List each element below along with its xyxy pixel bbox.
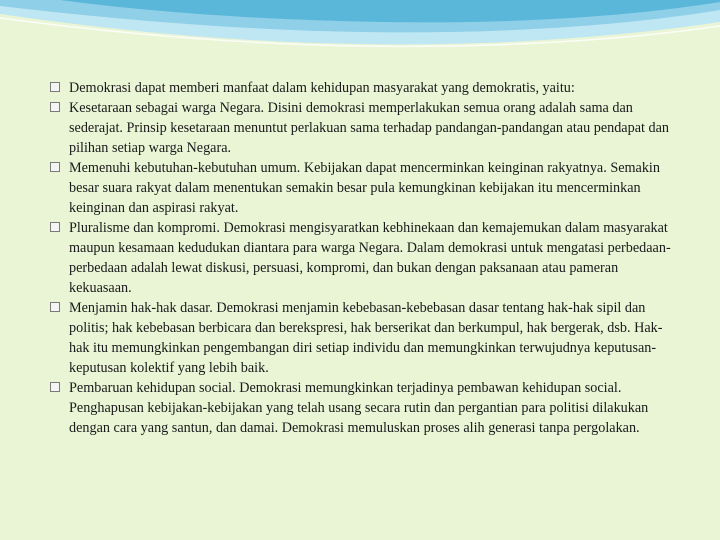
square-bullet-icon bbox=[50, 102, 60, 112]
square-bullet-icon bbox=[50, 82, 60, 92]
list-item bbox=[50, 98, 680, 158]
list-item bbox=[50, 378, 680, 438]
square-bullet-icon bbox=[50, 302, 60, 312]
list-item bbox=[50, 158, 680, 218]
list-item bbox=[50, 78, 680, 98]
square-bullet-icon bbox=[50, 222, 60, 232]
list-item-text: Pembaruan kehidupan social. Demokrasi memungkinkan terjadinya pembawan kehidupan social. Penghapusan kebijakan-kebijakan yang telah usang secara rutin dan pergantian para politisi dilakukan dengan cara yang santun, dan damai. Demokrasi memuluskan proses alih generasi tanpa pergolakan. bbox=[69, 380, 649, 436]
list-item-text: Pluralisme dan kompromi. Demokrasi mengisyaratkan kebhinekaan dan kemajemukan dalam masyarakat maupun kesamaan kedudukan diantara para warga Negara. Dalam demokrasi untuk mengatasi perbedaan-perbedaan adalah lewat diskusi, persuasi, kompromi, dan bukan dengan paksanaan atau pameran kekuasaan. bbox=[69, 220, 671, 296]
list-item-text: Kesetaraan sebagai warga Negara. Disini demokrasi memperlakukan semua orang adalah sama dan sederajat. Prinsip kesetaraan menuntut perlakuan sama terhadap pandangan-pandangan atau pendapat dan pilihan setiap warga Negara. bbox=[69, 100, 669, 156]
list-item-text: Menjamin hak-hak dasar. Demokrasi menjamin kebebasan-kebebasan dasar tentang hak-hak sipil dan politis; hak kebebasan berbicara dan berekspresi, hak berserikat dan berkumpul, hak bergerak, dsb. Hak-hak itu memungkinkan pengembangan diri setiap individu dan memungkinkan terwujudnya keputusan-keputusan kolektif yang lebih baik. bbox=[69, 300, 663, 376]
square-bullet-icon bbox=[50, 382, 60, 392]
list-item bbox=[50, 218, 680, 298]
header-wave-decoration bbox=[0, 0, 720, 80]
bullet-list bbox=[50, 78, 680, 438]
list-item bbox=[50, 298, 680, 378]
list-item-text: Demokrasi dapat memberi manfaat dalam kehidupan masyarakat yang demokratis, yaitu: bbox=[69, 80, 575, 96]
square-bullet-icon bbox=[50, 162, 60, 172]
list-item-text: Memenuhi kebutuhan-kebutuhan umum. Kebijakan dapat mencerminkan keinginan rakyatnya. Semakin besar suara rakyat dalam menentukan semakin besar pula kemungkinan kebijakan itu mencerminkan keinginan dan aspirasi rakyat. bbox=[69, 160, 660, 216]
